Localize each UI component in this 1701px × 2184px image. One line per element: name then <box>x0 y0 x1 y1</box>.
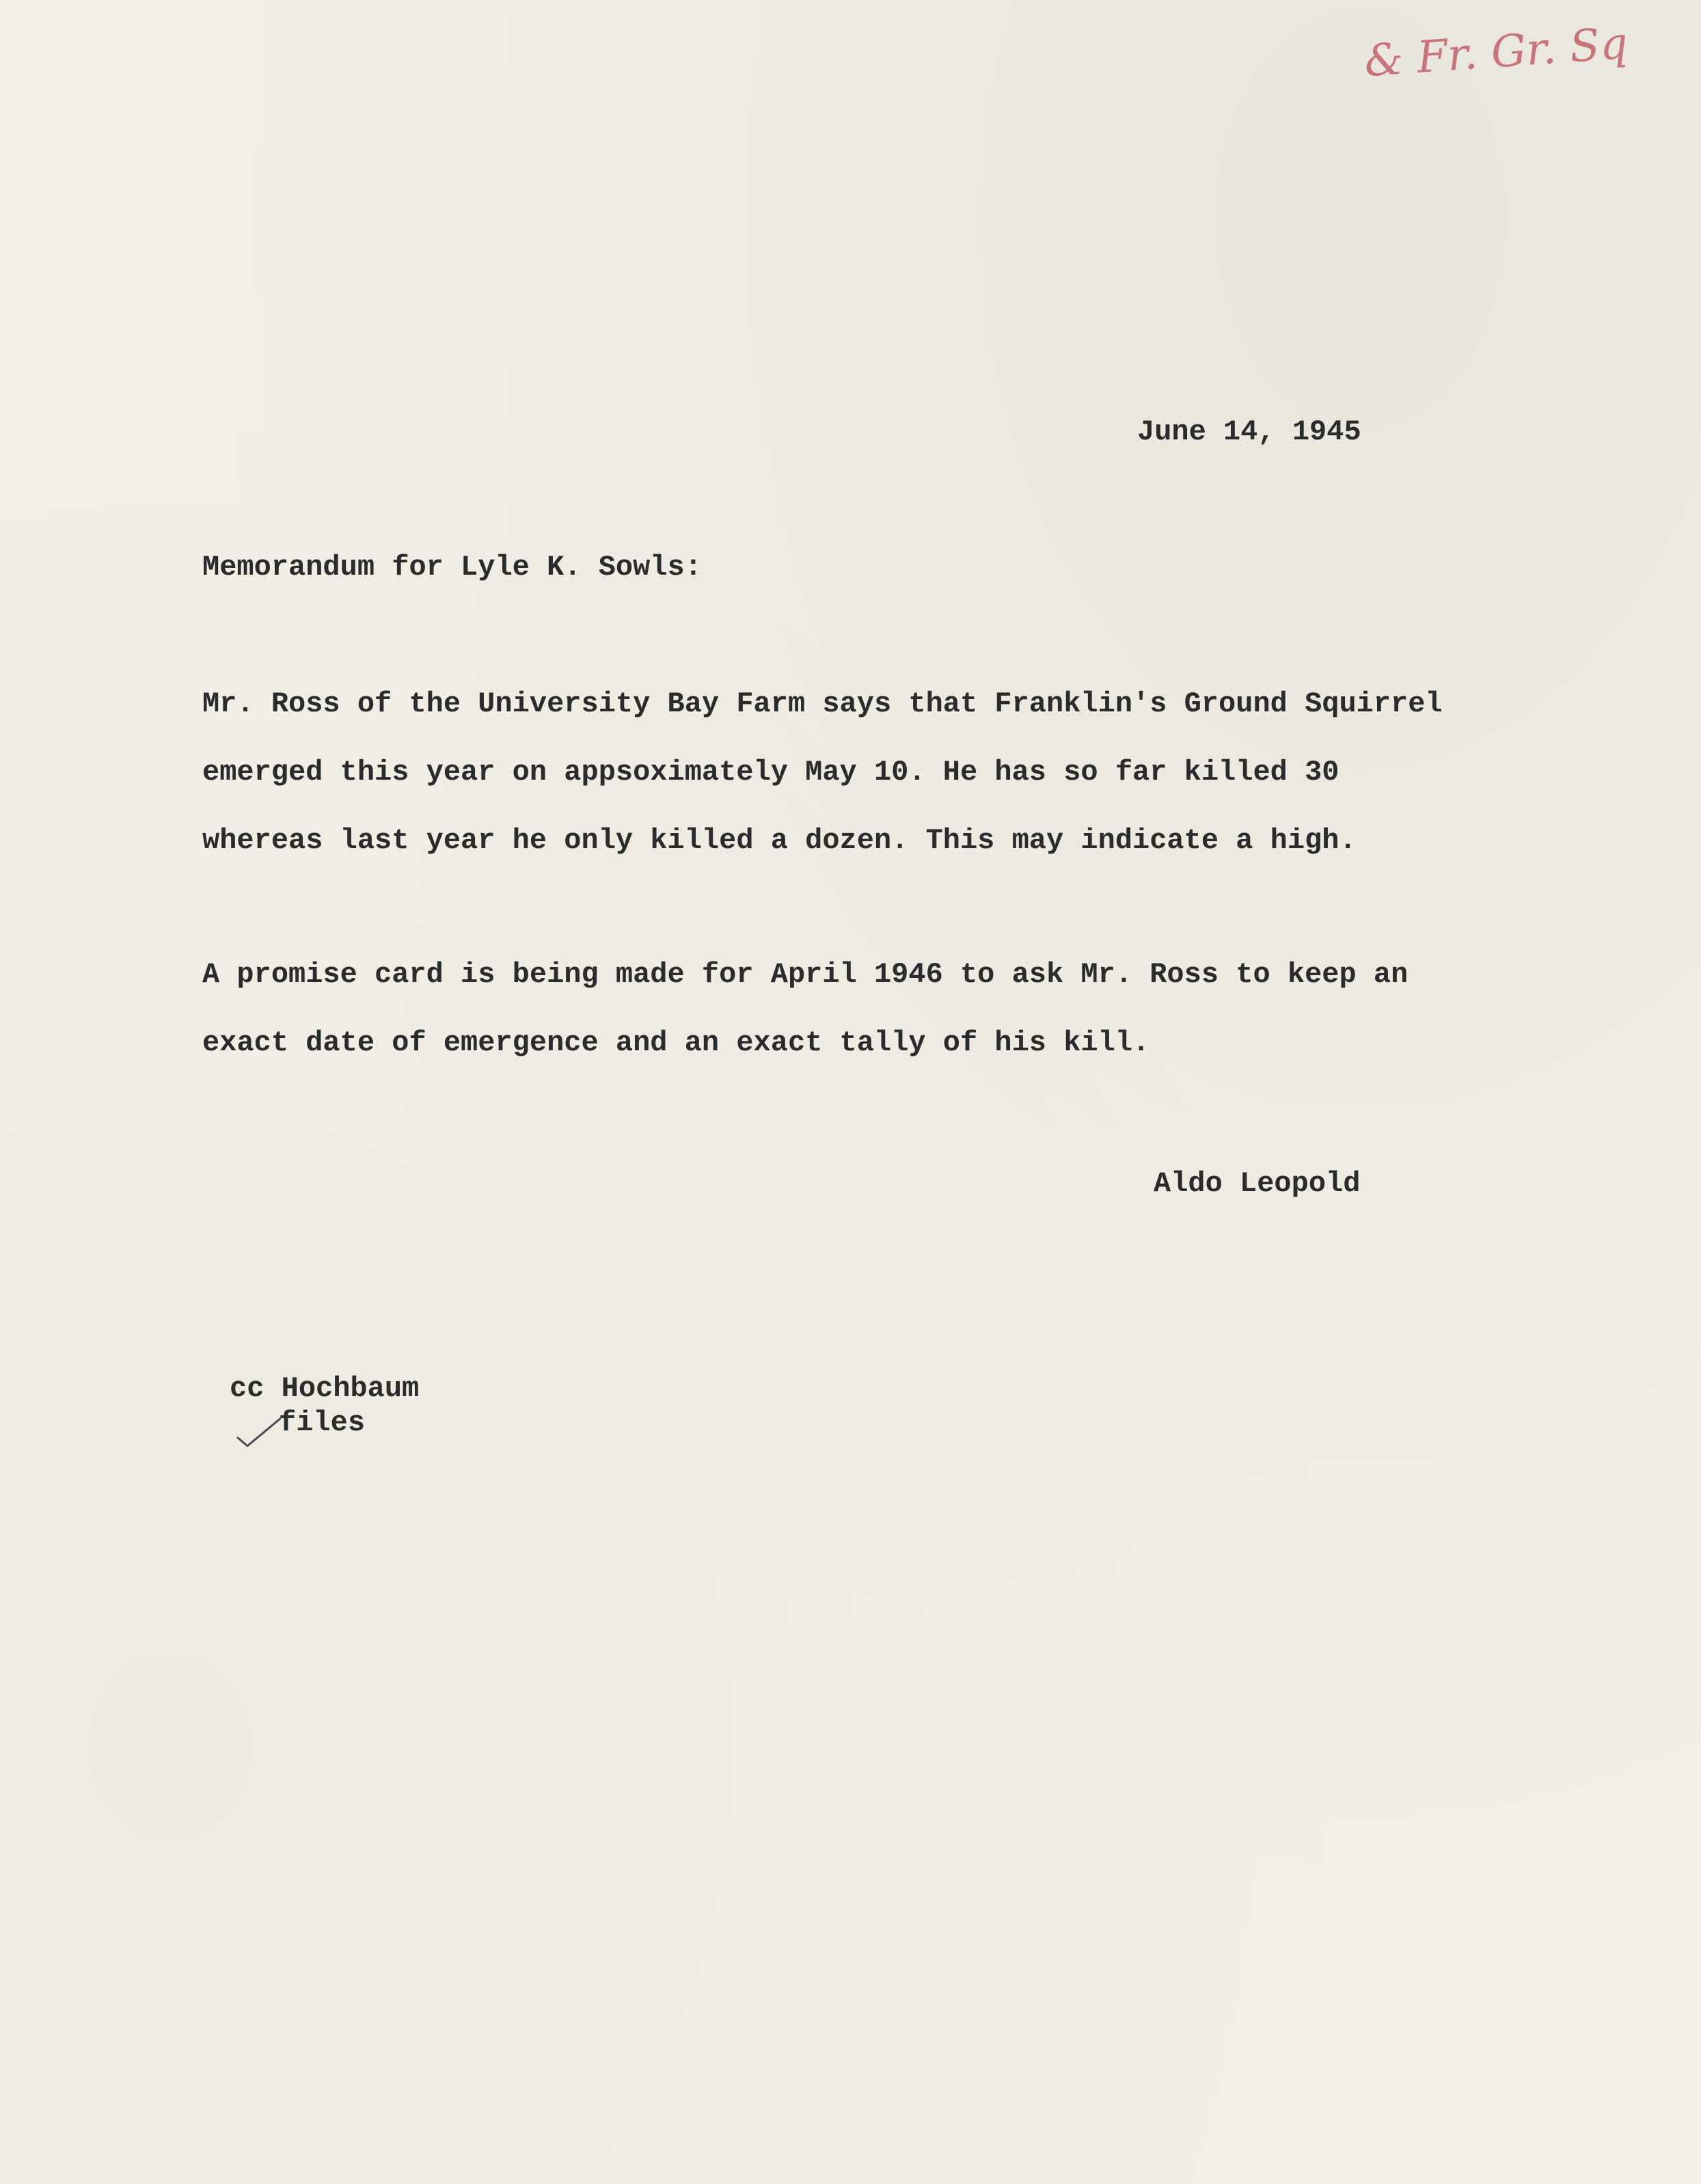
memo-salutation: Memorandum for Lyle K. Sowls: <box>202 551 702 584</box>
paragraph-1-line-1: Mr. Ross of the University Bay Farm says that Franklin's Ground Squirrel <box>202 687 1443 720</box>
memo-date: June 14, 1945 <box>1137 415 1361 448</box>
paragraph-1-line-2: emerged this year on appsoximately May 10. He has so far killed 30 <box>202 756 1339 789</box>
checkmark-icon <box>235 1415 283 1449</box>
cc-line: cc Hochbaum <box>230 1372 420 1405</box>
handwritten-annotation: & Fr. Gr. Sq <box>1362 18 1630 87</box>
signature: Aldo Leopold <box>1154 1167 1361 1200</box>
paragraph-2-line-1: A promise card is being made for April 1946 to ask Mr. Ross to keep an <box>202 958 1409 991</box>
paragraph-2-line-2: exact date of emergence and an exact tally of his kill. <box>202 1026 1150 1059</box>
files-line: files <box>279 1406 366 1439</box>
paragraph-1-line-3: whereas last year he only killed a dozen. This may indicate a high. <box>202 824 1357 857</box>
